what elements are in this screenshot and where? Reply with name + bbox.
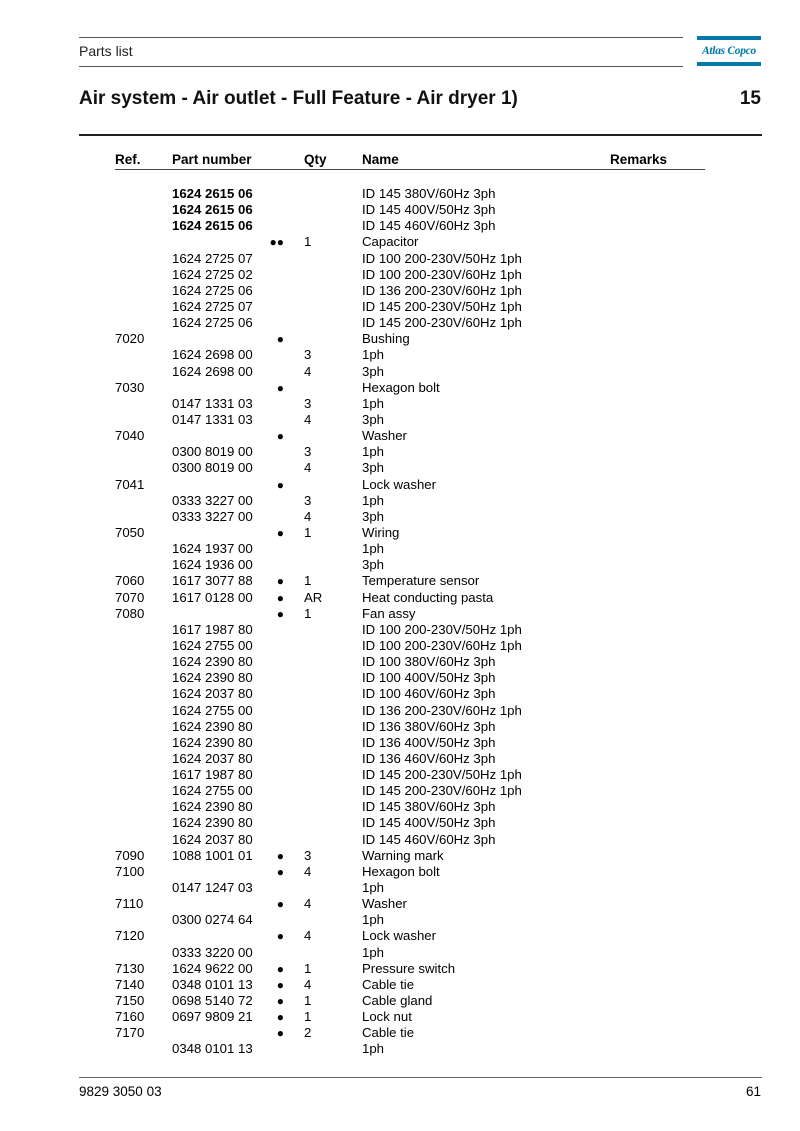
table-row xyxy=(0,315,800,331)
cell-name: ID 136 200-230V/60Hz 1ph xyxy=(362,282,522,298)
cell-part-number: 1624 2725 07 xyxy=(172,250,253,266)
table-row xyxy=(0,945,800,961)
logo-top-bar xyxy=(697,36,761,40)
cell-name: ID 136 380V/60Hz 3ph xyxy=(362,718,496,734)
cell-qty: 3 xyxy=(304,492,312,508)
cell-part-number: 0348 0101 13 xyxy=(172,976,253,992)
cell-part-number: 1624 2615 06 xyxy=(172,202,253,218)
cell-name: ID 100 200-230V/50Hz 1ph xyxy=(362,250,522,266)
table-row xyxy=(0,719,800,735)
cell-part-number: 0333 3220 00 xyxy=(172,944,253,960)
cell-qty: 4 xyxy=(304,508,312,524)
cell-name: ID 136 400V/50Hz 3ph xyxy=(362,734,496,750)
cell-name: 1ph xyxy=(362,347,385,363)
cell-qty: AR xyxy=(304,589,323,605)
table-row xyxy=(0,202,800,218)
cell-part-number: 1624 2698 00 xyxy=(172,347,253,363)
table-row xyxy=(0,380,800,396)
cell-ref: 7160 xyxy=(115,1009,145,1025)
cell-name: ID 145 200-230V/60Hz 1ph xyxy=(362,315,522,331)
table-row xyxy=(0,799,800,815)
column-header-qty: Qty xyxy=(304,152,327,167)
cell-part-number: 0333 3227 00 xyxy=(172,492,253,508)
cell-ref: 7020 xyxy=(115,331,145,347)
cell-qty: 1 xyxy=(304,993,312,1009)
cell-qty: 1 xyxy=(304,573,312,589)
cell-name: ID 100 200-230V/50Hz 1ph xyxy=(362,621,522,637)
table-row xyxy=(0,331,800,347)
table-row xyxy=(0,477,800,493)
cell-level-marker: ● xyxy=(276,994,284,1009)
cell-part-number: 1624 2615 06 xyxy=(172,218,253,234)
cell-level-marker: ● xyxy=(276,332,284,347)
cell-part-number: 1624 2390 80 xyxy=(172,670,253,686)
cell-qty: 1 xyxy=(304,1009,312,1025)
cell-name: Lock washer xyxy=(362,928,437,944)
cell-level-marker: ● xyxy=(276,929,284,944)
cell-name: ID 145 200-230V/50Hz 1ph xyxy=(362,767,522,783)
table-row xyxy=(0,832,800,848)
cell-level-marker: ● xyxy=(276,1010,284,1025)
table-row xyxy=(0,896,800,912)
cell-name: Cable tie xyxy=(362,976,415,992)
table-row xyxy=(0,670,800,686)
cell-name: Cable tie xyxy=(362,1025,415,1041)
table-row xyxy=(0,912,800,928)
cell-part-number: 0333 3227 00 xyxy=(172,508,253,524)
cell-part-number: 1624 2725 02 xyxy=(172,266,253,282)
cell-name: Hexagon bolt xyxy=(362,863,440,879)
table-row xyxy=(0,509,800,525)
cell-name: ID 145 460V/60Hz 3ph xyxy=(362,218,496,234)
cell-level-marker: ● xyxy=(276,380,284,395)
table-row xyxy=(0,864,800,880)
cell-part-number: 1624 2725 06 xyxy=(172,315,253,331)
cell-name: 1ph xyxy=(362,912,385,928)
page-number: 61 xyxy=(745,1084,761,1099)
cell-ref: 7030 xyxy=(115,379,145,395)
cell-level-marker: ● xyxy=(276,1026,284,1041)
cell-ref: 7110 xyxy=(115,896,144,912)
footer-rule xyxy=(79,1077,762,1078)
cell-qty: 4 xyxy=(304,863,312,879)
section-number: 15 xyxy=(739,88,761,109)
cell-part-number: 0698 5140 72 xyxy=(172,993,253,1009)
cell-qty: 3 xyxy=(304,847,312,863)
table-row xyxy=(0,460,800,476)
cell-part-number: 1624 2390 80 xyxy=(172,799,253,815)
table-row xyxy=(0,444,800,460)
cell-part-number: 1624 9622 00 xyxy=(172,960,253,976)
cell-qty: 4 xyxy=(304,976,312,992)
header-bottom-rule xyxy=(79,66,683,67)
table-row xyxy=(0,703,800,719)
column-header-remarks: Remarks xyxy=(610,152,668,167)
cell-name: Bushing xyxy=(362,331,410,347)
cell-name: ID 145 460V/60Hz 3ph xyxy=(362,831,496,847)
table-row xyxy=(0,364,800,380)
cell-level-marker: ● xyxy=(276,848,284,863)
document-number: 9829 3050 03 xyxy=(79,1084,162,1099)
cell-part-number: 0147 1331 03 xyxy=(172,395,253,411)
table-row xyxy=(0,848,800,864)
cell-part-number: 1624 2390 80 xyxy=(172,734,253,750)
table-row xyxy=(0,815,800,831)
table-row xyxy=(0,606,800,622)
cell-level-marker: ● xyxy=(276,606,284,621)
cell-qty: 4 xyxy=(304,896,312,912)
cell-ref: 7170 xyxy=(115,1025,145,1041)
cell-level-marker: ● xyxy=(276,574,284,589)
cell-qty: 3 xyxy=(304,395,312,411)
cell-ref: 7070 xyxy=(115,589,145,605)
table-row xyxy=(0,993,800,1009)
cell-name: 1ph xyxy=(362,395,385,411)
cell-qty: 4 xyxy=(304,363,312,379)
cell-part-number: 0147 1247 03 xyxy=(172,880,253,896)
cell-part-number: 1624 2390 80 xyxy=(172,654,253,670)
cell-qty: 1 xyxy=(304,234,312,250)
cell-name: ID 145 400V/50Hz 3ph xyxy=(362,202,496,218)
cell-name: Lock nut xyxy=(362,1009,412,1025)
logo-wordmark: Atlas Copco xyxy=(702,45,756,57)
cell-part-number: 0348 0101 13 xyxy=(172,1041,253,1057)
cell-level-marker: ● xyxy=(276,897,284,912)
cell-name: 3ph xyxy=(362,460,385,476)
cell-part-number: 1624 2615 06 xyxy=(172,186,253,201)
table-row xyxy=(0,267,800,283)
cell-name: Heat conducting pasta xyxy=(362,589,494,605)
table-header xyxy=(0,152,800,170)
cell-name: 1ph xyxy=(362,541,385,557)
cell-qty: 3 xyxy=(304,444,312,460)
cell-name: 1ph xyxy=(362,444,385,460)
table-row xyxy=(0,1041,800,1057)
cell-qty: 4 xyxy=(304,928,312,944)
cell-name: Lock washer xyxy=(362,476,437,492)
cell-part-number: 1624 2755 00 xyxy=(172,783,253,799)
table-row xyxy=(0,347,800,363)
table-row xyxy=(0,251,800,267)
header-label: Parts list xyxy=(79,43,133,59)
table-row xyxy=(0,961,800,977)
cell-part-number: 1624 2390 80 xyxy=(172,815,253,831)
cell-name: Cable gland xyxy=(362,993,433,1009)
cell-name: 1ph xyxy=(362,944,385,960)
cell-part-number: 0300 8019 00 xyxy=(172,460,253,476)
cell-qty: 1 xyxy=(304,524,312,540)
logo-bottom-bar xyxy=(697,62,761,66)
cell-ref: 7041 xyxy=(115,476,145,492)
table-row xyxy=(0,557,800,573)
cell-name: 3ph xyxy=(362,363,385,379)
cell-name: ID 136 200-230V/60Hz 1ph xyxy=(362,702,522,718)
atlas-copco-logo xyxy=(697,36,761,66)
cell-part-number: 1624 2755 00 xyxy=(172,702,253,718)
table-row xyxy=(0,218,800,234)
table-row xyxy=(0,1025,800,1041)
table-row xyxy=(0,541,800,557)
cell-part-number: 1624 2725 07 xyxy=(172,298,253,314)
table-row xyxy=(0,283,800,299)
parts-table-body xyxy=(0,186,800,1058)
cell-name: Temperature sensor xyxy=(362,573,480,589)
cell-ref: 7120 xyxy=(115,928,145,944)
cell-level-marker: ●● xyxy=(269,235,284,250)
cell-name: ID 100 200-230V/60Hz 1ph xyxy=(362,637,522,653)
cell-name: Wiring xyxy=(362,524,400,540)
cell-name: Fan assy xyxy=(362,605,416,621)
cell-ref: 7090 xyxy=(115,847,145,863)
column-header-ref: Ref. xyxy=(115,152,141,167)
cell-ref: 7060 xyxy=(115,573,145,589)
cell-level-marker: ● xyxy=(276,477,284,492)
table-row xyxy=(0,412,800,428)
cell-part-number: 1617 1987 80 xyxy=(172,767,253,783)
cell-part-number: 0697 9809 21 xyxy=(172,1009,253,1025)
table-row xyxy=(0,638,800,654)
cell-name: Warning mark xyxy=(362,847,444,863)
title-rule xyxy=(79,134,762,136)
cell-name: ID 145 200-230V/60Hz 1ph xyxy=(362,783,522,799)
cell-ref: 7130 xyxy=(115,960,145,976)
cell-name: ID 145 200-230V/50Hz 1ph xyxy=(362,298,522,314)
page-title: Air system - Air outlet - Full Feature - Air dryer 1) xyxy=(79,88,518,109)
cell-name: ID 145 380V/60Hz 3ph xyxy=(362,186,496,201)
table-row xyxy=(0,525,800,541)
cell-qty: 3 xyxy=(304,347,312,363)
table-row xyxy=(0,783,800,799)
cell-part-number: 1624 2755 00 xyxy=(172,637,253,653)
cell-level-marker: ● xyxy=(276,961,284,976)
column-header-part-number: Part number xyxy=(172,152,252,167)
cell-part-number: 1624 2037 80 xyxy=(172,831,253,847)
table-row xyxy=(0,751,800,767)
cell-name: 1ph xyxy=(362,492,385,508)
cell-part-number: 1088 1001 01 xyxy=(172,847,253,863)
cell-name: ID 100 200-230V/60Hz 1ph xyxy=(362,266,522,282)
cell-qty: 4 xyxy=(304,411,312,427)
cell-part-number: 0300 0274 64 xyxy=(172,912,253,928)
cell-name: 1ph xyxy=(362,1041,385,1057)
cell-qty: 1 xyxy=(304,960,312,976)
table-row xyxy=(0,493,800,509)
cell-part-number: 1617 0128 00 xyxy=(172,589,253,605)
cell-name: Washer xyxy=(362,896,407,912)
cell-ref: 7150 xyxy=(115,993,145,1009)
cell-ref: 7050 xyxy=(115,524,145,540)
cell-part-number: 1624 2037 80 xyxy=(172,750,253,766)
cell-qty: 2 xyxy=(304,1025,312,1041)
table-row xyxy=(0,1009,800,1025)
cell-name: ID 100 380V/60Hz 3ph xyxy=(362,654,496,670)
cell-name: Washer xyxy=(362,428,407,444)
table-row xyxy=(0,686,800,702)
table-header-rule xyxy=(115,169,705,170)
cell-part-number: 1624 2390 80 xyxy=(172,718,253,734)
table-row xyxy=(0,396,800,412)
cell-name: 3ph xyxy=(362,557,385,573)
table-row xyxy=(0,186,800,202)
cell-name: ID 100 400V/50Hz 3ph xyxy=(362,670,496,686)
table-row xyxy=(0,428,800,444)
table-row xyxy=(0,299,800,315)
table-row xyxy=(0,622,800,638)
header-top-rule xyxy=(79,37,683,38)
table-row xyxy=(0,234,800,250)
cell-name: Hexagon bolt xyxy=(362,379,440,395)
cell-ref: 7080 xyxy=(115,605,145,621)
cell-part-number: 0300 8019 00 xyxy=(172,444,253,460)
table-row xyxy=(0,735,800,751)
cell-part-number: 0147 1331 03 xyxy=(172,411,253,427)
cell-name: ID 136 460V/60Hz 3ph xyxy=(362,750,496,766)
cell-level-marker: ● xyxy=(276,429,284,444)
cell-level-marker: ● xyxy=(276,977,284,992)
cell-name: 3ph xyxy=(362,508,385,524)
cell-ref: 7140 xyxy=(115,976,145,992)
cell-name: ID 100 460V/60Hz 3ph xyxy=(362,686,496,702)
cell-name: 3ph xyxy=(362,411,385,427)
cell-part-number: 1617 1987 80 xyxy=(172,621,253,637)
cell-part-number: 1624 2725 06 xyxy=(172,282,253,298)
table-row xyxy=(0,880,800,896)
cell-name: 1ph xyxy=(362,880,385,896)
table-row xyxy=(0,654,800,670)
cell-name: ID 145 380V/60Hz 3ph xyxy=(362,799,496,815)
table-row xyxy=(0,977,800,993)
cell-ref: 7040 xyxy=(115,428,145,444)
cell-level-marker: ● xyxy=(276,590,284,605)
cell-part-number: 1624 1936 00 xyxy=(172,557,253,573)
cell-qty: 1 xyxy=(304,605,312,621)
cell-level-marker: ● xyxy=(276,525,284,540)
cell-qty: 4 xyxy=(304,460,312,476)
table-row xyxy=(0,590,800,606)
table-row xyxy=(0,573,800,589)
cell-part-number: 1624 2698 00 xyxy=(172,363,253,379)
cell-part-number: 1617 3077 88 xyxy=(172,573,253,589)
cell-ref: 7100 xyxy=(115,863,145,879)
cell-level-marker: ● xyxy=(276,864,284,879)
cell-name: Capacitor xyxy=(362,234,419,250)
table-row xyxy=(0,767,800,783)
cell-part-number: 1624 2037 80 xyxy=(172,686,253,702)
table-row xyxy=(0,928,800,944)
cell-name: Pressure switch xyxy=(362,960,456,976)
column-header-name: Name xyxy=(362,152,399,167)
cell-name: ID 145 400V/50Hz 3ph xyxy=(362,815,496,831)
cell-part-number: 1624 1937 00 xyxy=(172,541,253,557)
